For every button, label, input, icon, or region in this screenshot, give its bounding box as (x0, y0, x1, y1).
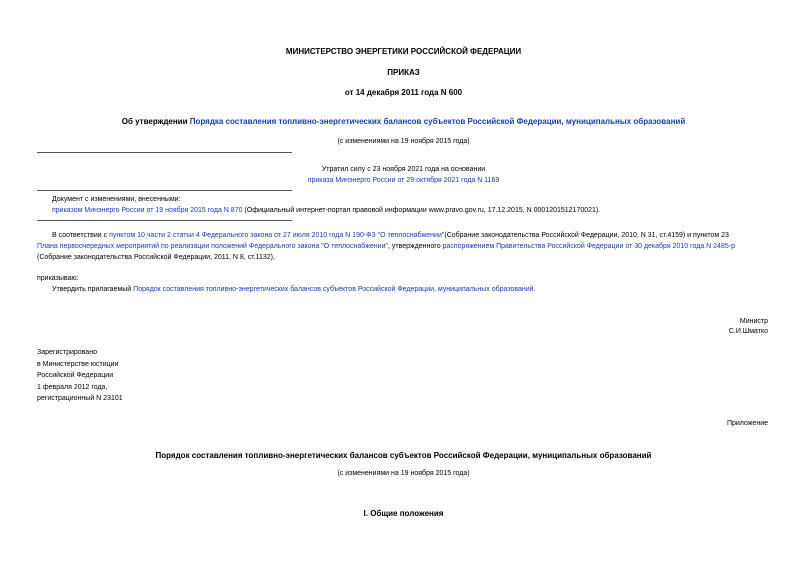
preamble-line-1 (37, 231, 770, 240)
changes-line (52, 206, 600, 215)
preamble-line-2 (37, 242, 770, 251)
doc-title-link[interactable]: Порядка составления топливно-энергетических балансов субъектов Российской Федерации, муниципальных образований (189, 117, 686, 126)
preamble-text-b: (Собрание законодательства Российской Федерации, 2010, N 31, ст.4159) и пунктом 23 (444, 232, 729, 239)
divider (37, 190, 292, 191)
appendix-title: Порядок составления топливно-энергетических балансов субъектов Российской Федерации, муниципальных образований (155, 451, 652, 460)
registration-line: Российской Федерации (37, 372, 114, 379)
expired-link[interactable]: приказа Минэнерго России от 29 октября 2021 года N 1169 (307, 177, 500, 184)
appendix-amendments: (с изменениями на 19 ноября 2015 года) (337, 470, 470, 477)
preamble-text-c: , утвержденного (387, 243, 443, 250)
preamble-line-3: (Собрание законодательства Российской Федерации, 2011, N 8, ст.1132), (37, 254, 275, 261)
divider (37, 220, 292, 221)
registration-block (37, 347, 123, 405)
registration-line: 1 февраля 2012 года, (37, 383, 108, 391)
doc-type: ПРИКАЗ (387, 68, 420, 77)
approve-end: . (533, 286, 536, 293)
changes-intro: Документ с изменениями, внесенными: (52, 196, 181, 203)
signature-name: С.И.Шматко (728, 328, 768, 335)
section-heading: I. Общие положения (363, 509, 444, 518)
ministry-name: МИНИСТЕРСТВО ЭНЕРГЕТИКИ РОССИЙСКОЙ ФЕДЕРАЦИИ (285, 47, 522, 56)
registration-line: Зарегистрировано (37, 349, 97, 356)
doc-title-prefix: Об утверждении (121, 117, 190, 126)
law-link[interactable]: пунктом 10 части 2 статьи 4 Федерального закона от 27 июля 2010 года N 190-ФЗ "О теплоснабжении" (109, 232, 445, 239)
approve-text: Утвердить прилагаемый (52, 286, 134, 293)
procedure-link[interactable]: Порядок составления топливно-энергетических балансов субъектов Российской Федерации, муниципальных образований (133, 286, 534, 293)
changes-link[interactable]: приказом Минэнерго России от 19 ноября 2015 года N 870 (52, 207, 243, 214)
registration-line: в Министерстве юстиции (37, 360, 119, 368)
amendments-note: (с изменениями на 19 ноября 2015 года) (337, 138, 470, 145)
doc-date-number: от 14 декабря 2011 года N 600 (344, 88, 463, 97)
divider (37, 152, 292, 153)
approve-line (52, 285, 536, 294)
preamble-text-a: В соответствии с (52, 232, 110, 239)
decree-link[interactable]: распоряжением Правительства Российской Федерации от 30 декабря 2010 года N 2485-р (442, 243, 735, 250)
changes-rest: (Официальный интернет-портал правовой информации www.pravo.gov.ru, 17.12.2015, N 0001201512170021). (242, 207, 601, 214)
preamble-paragraph (37, 231, 770, 262)
signature-position: Министр (739, 318, 768, 325)
doc-title (0, 117, 807, 127)
plan-link[interactable]: Плана первоочередных мероприятий по реализации положений Федерального закона "О теплоснабжении" (37, 243, 388, 250)
expired-line: Утратил силу с 23 ноября 2021 года на основании (321, 166, 486, 173)
appendix-label: Приложение (726, 420, 768, 427)
registration-line: регистрационный N 23101 (37, 395, 123, 402)
order-word: приказываю: (37, 275, 79, 282)
